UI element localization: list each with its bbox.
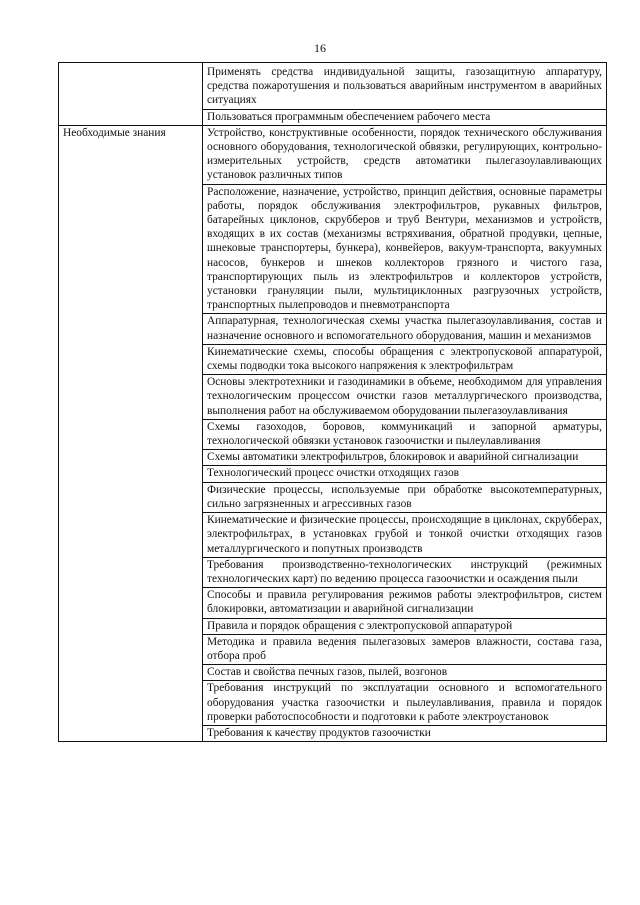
- skill-cell: Пользоваться программным обеспечением рабочего места: [203, 109, 607, 125]
- knowledge-cell: Технологический процесс очистки отходящих газов: [203, 466, 607, 482]
- table-body: [59, 63, 607, 742]
- knowledge-cell: Правила и порядок обращения с электропусковой аппаратурой: [203, 618, 607, 634]
- knowledge-cell: Кинематические и физические процессы, происходящие в циклонах, скрубберах, электрофильтрах, в установках грубой и тонкой очистки отходящих газов металлургического и попутных производств: [203, 513, 607, 558]
- knowledge-cell: Расположение, назначение, устройство, принцип действия, основные параметры работы, порядок обслуживания электрофильтров, рукавных фильтров, батарейных циклонов, скрубберов и труб Вентури, механизмов и устройств, входящих в их состав (механизмы встряхивания, обратной продувки, цепные, шнековые транспортеры, бункера), конвейеров, вакуум-транспорта, вакуумных насосов, бункеров и шнеков коллекторов грязного и чистого газа, транспортирующих пыль из электрофильтров и коллекторов устройств, установки грануляции пыли, мультициклонных разгрузочных устройств, транспортных пылепроводов и пневмотранспорта: [203, 184, 607, 314]
- knowledge-cell: Состав и свойства печных газов, пылей, возгонов: [203, 665, 607, 681]
- knowledge-cell: Требования инструкций по эксплуатации основного и вспомогательного оборудования участка газоочистки и пылеулавливания, правила и порядок проверки работоспособности и подготовки к работе электроустановок: [203, 681, 607, 726]
- page-number: 16: [314, 41, 326, 55]
- table-row: [59, 63, 607, 110]
- knowledge-cell: Аппаратурная, технологическая схемы участка пылегазоулавливания, состав и назначение основного и вспомогательного оборудования, машин и механизмов: [203, 314, 607, 344]
- knowledge-cell: Основы электротехники и газодинамики в объеме, необходимом для управления технологическим процессом очистки газов металлургического производства, выполнения работ на обслуживаемом оборудовании пылегазоулавливания: [203, 375, 607, 420]
- knowledge-cell: Устройство, конструктивные особенности, порядок технического обслуживания основного оборудования, технологической обвязки, регулирующих, контрольно-измерительных устройств, средств автоматики пылегазоулавливающих установок различных типов: [203, 125, 607, 184]
- knowledge-cell: Физические процессы, используемые при обработке высокотемпературных, сильно загрязненных и агрессивных газов: [203, 482, 607, 512]
- table-row: [59, 125, 607, 184]
- knowledge-cell: Способы и правила регулирования режимов работы электрофильтров, систем блокировки, автоматизации и аварийной сигнализации: [203, 588, 607, 618]
- knowledge-cell: Схемы автоматики электрофильтров, блокировок и аварийной сигнализации: [203, 450, 607, 466]
- skill-cell: Применять средства индивидуальной защиты, газозащитную аппаратуру, средства пожаротушения и пользоваться аварийным инструментом в аварийных ситуациях: [203, 63, 607, 110]
- knowledge-cell: Кинематические схемы, способы обращения с электропусковой аппаратурой, схемы подводки тока высокого напряжения к электрофильтрам: [203, 344, 607, 374]
- empty-label-cell: [59, 63, 203, 126]
- knowledge-cell: Требования к качеству продуктов газоочистки: [203, 725, 607, 741]
- knowledge-cell: Требования производственно-технологических инструкций (режимных технологических карт) по ведению процесса газоочистки и осаждения пыли: [203, 557, 607, 587]
- requirements-table: [58, 62, 607, 742]
- section-label-knowledge: Необходимые знания: [59, 125, 203, 741]
- knowledge-cell: Методика и правила ведения пылегазовых замеров влажности, состава газа, отбора проб: [203, 634, 607, 664]
- knowledge-cell: Схемы газоходов, боровов, коммуникаций и запорной арматуры, технологической обвязки установок газоочистки и пылеулавливания: [203, 419, 607, 449]
